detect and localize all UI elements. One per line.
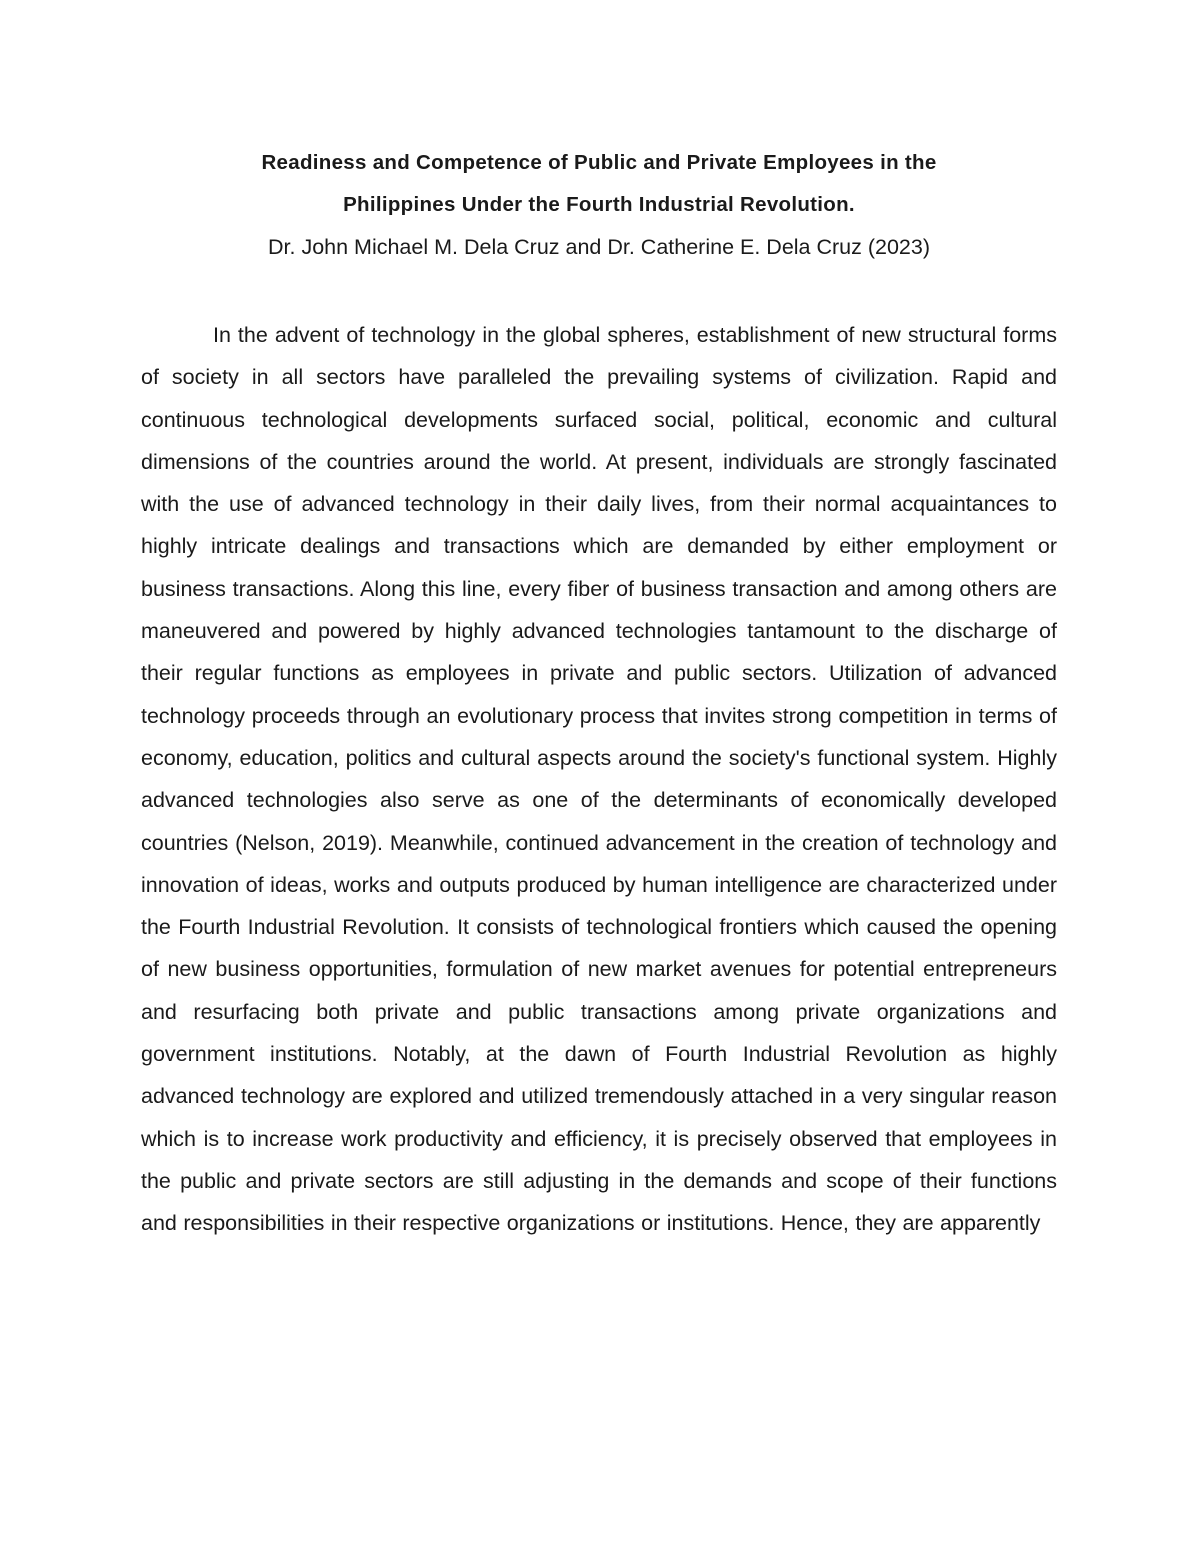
- body-paragraph: In the advent of technology in the global spheres, establishment of new structural forms of society in all sectors have paralleled the prevailing systems of civilization. Rapid and continuous technological developments surfaced social, political, economic and cultural dimensions of the countries around the world. At present, individuals are strongly fascinated with the use of advanced technology in their daily lives, from their normal acquaintances to highly intricate dealings and transactions which are demanded by either employment or business transactions. Along this line, every fiber of business transaction and among others are maneuvered and powered by highly advanced technologies tantamount to the discharge of their regular functions as employees in private and public sectors. Utilization of advanced technology proceeds through an evolutionary process that invites strong competition in terms of economy, education, politics and cultural aspects around the society's functional system. Highly advanced technologies also serve as one of the determinants of economically developed countries (Nelson, 2019). Meanwhile, continued advancement in the creation of technology and innovation of ideas, works and outputs produced by human intelligence are characterized under the Fourth Industrial Revolution. It consists of technological frontiers which caused the opening of new business opportunities, formulation of new market avenues for potential entrepreneurs and resurfacing both private and public transactions among private organizations and government institutions. Notably, at the dawn of Fourth Industrial Revolution as highly advanced technology are explored and utilized tremendously attached in a very singular reason which is to increase work productivity and efficiency, it is precisely observed that employees in the public and private sectors are still adjusting in the demands and scope of their functions and responsibilities in their respective organizations or institutions. Hence, they are apparently: [141, 323, 1057, 1236]
- document-title-line-1: Readiness and Competence of Public and Private Employees in the: [261, 151, 937, 174]
- document-authors: Dr. John Michael M. Dela Cruz and Dr. Catherine E. Dela Cruz (2023): [268, 235, 930, 259]
- title-block: [140, 142, 1058, 268]
- document-title-line-2: Philippines Under the Fourth Industrial Revolution.: [343, 193, 855, 216]
